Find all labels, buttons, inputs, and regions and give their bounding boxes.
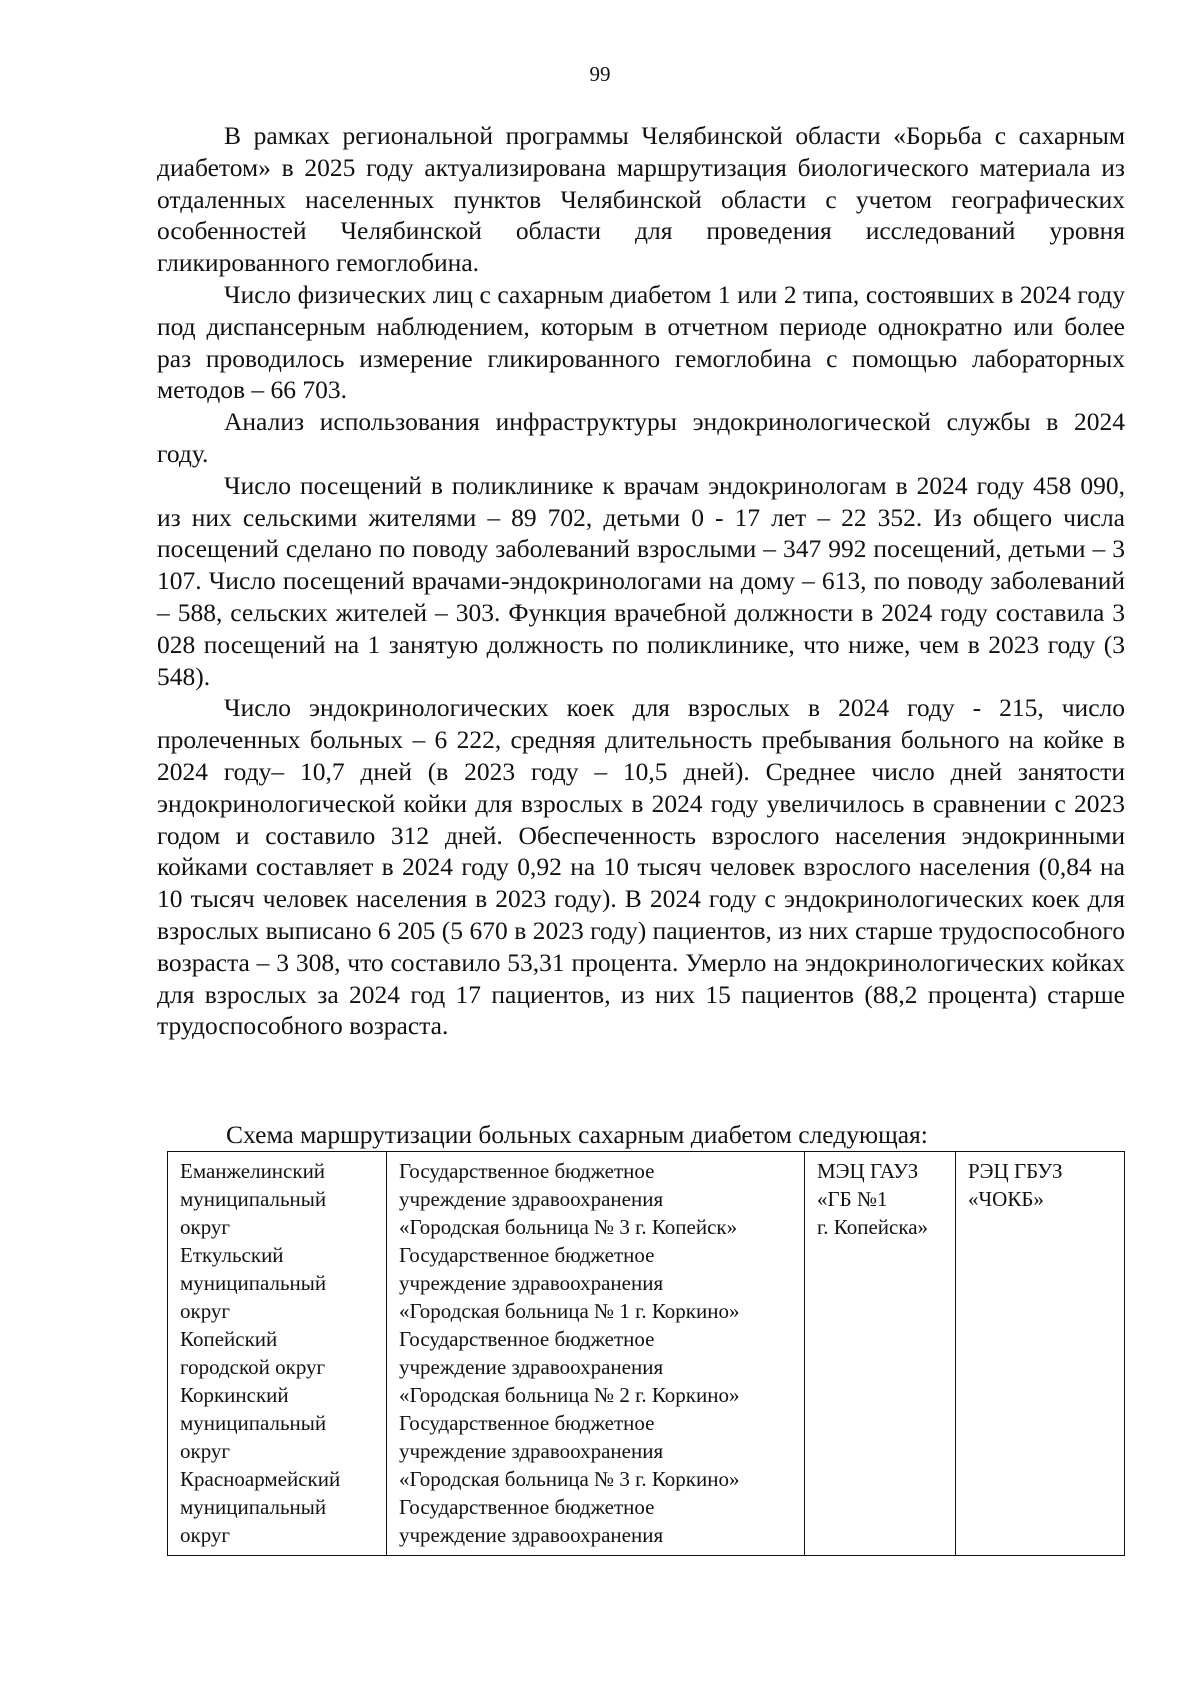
table-cell-line: округ [180, 1299, 231, 1323]
hospitals-cell [387, 1152, 805, 1556]
table-cell-line: Красноармейский [180, 1467, 341, 1491]
table-cell-line: учреждение здравоохранения [399, 1523, 664, 1547]
table-cell-line: учреждение здравоохранения [399, 1355, 664, 1379]
routing-table [167, 1151, 1125, 1556]
paragraph: Число физических лиц с сахарным диабетом 1 или 2 типа, состоявших в 2024 году под диспансерным наблюдением, которым в отчетном периоде однократно или более раз проводилось измерение гликированного гемоглобина с помощью лабораторных методов – 66 703. [157, 279, 1125, 405]
table-cell-line: «ЧОКБ» [968, 1187, 1044, 1211]
paragraph: В рамках региональной программы Челябинской области «Борьба с сахарным диабетом» в 2025 году актуализирована маршрутизация биологического материала из отдаленных населенных пунктов Челябинской области с учетом географических особенностей Челябинской области для проведения исследований уровня гликированного гемоглобина. [157, 121, 1125, 278]
table-cell-line: муниципальный [180, 1271, 327, 1295]
table-cell-line: «Городская больница № 2 г. Коркино» [399, 1383, 740, 1407]
table-cell-line: округ [180, 1523, 231, 1547]
table-row [168, 1152, 1125, 1556]
body-text [157, 120, 1125, 1042]
table-cell-line: Государственное бюджетное [399, 1411, 655, 1435]
table-cell-line: Государственное бюджетное [399, 1327, 655, 1351]
table-title: Схема маршрутизации больных сахарным диабетом следующая: [226, 1120, 928, 1149]
paragraph: Число посещений в поликлинике к врачам эндокринологам в 2024 году 458 090, из них сельскими жителями – 89 702, детьми 0 - 17 лет – 22 352. Из общего числа посещений сделано по поводу заболеваний взрослыми – 347 992 посещений, детьми – 3 107. Число посещений врачами-эндокринологами на дому – 613, по поводу заболеваний – 588, сельских жителей – 303. Функция врачебной должности в 2024 году составила 3 028 посещений на 1 занятую должность по поликлинике, что ниже, чем в 2023 году (3 548). [157, 470, 1125, 691]
table-cell-line: муниципальный [180, 1187, 327, 1211]
paragraph: Анализ использования инфраструктуры эндокринологической службы в 2024 году. [157, 407, 1125, 468]
rec-cell [956, 1152, 1125, 1556]
table-cell-line: «Городская больница № 1 г. Коркино» [399, 1299, 740, 1323]
table-cell-line: Коркинский [180, 1383, 289, 1407]
page-number: 99 [589, 62, 611, 86]
table-cell-line: городской округ [180, 1355, 326, 1379]
table-cell-line: РЭЦ ГБУЗ [968, 1159, 1063, 1183]
table-cell-line: «Городская больница № 3 г. Копейск» [399, 1215, 738, 1239]
table-cell-line: Государственное бюджетное [399, 1495, 655, 1519]
table-cell-line: Копейский [180, 1327, 278, 1351]
table-cell-line: округ [180, 1439, 231, 1463]
table-cell-line: «Городская больница № 3 г. Коркино» [399, 1467, 740, 1491]
table-cell-line: Государственное бюджетное [399, 1243, 655, 1267]
table-cell-line: «ГБ №1 [817, 1187, 888, 1211]
table-cell-line: Еманжелинский [180, 1159, 326, 1183]
table-cell-line: муниципальный [180, 1411, 327, 1435]
table-cell-line: г. Копейска» [817, 1215, 929, 1239]
table-cell-line: Еткульский [180, 1243, 284, 1267]
table-cell-line: учреждение здравоохранения [399, 1271, 664, 1295]
table-cell-line: учреждение здравоохранения [399, 1439, 664, 1463]
paragraph: Число эндокринологических коек для взрослых в 2024 году - 215, число пролеченных больных – 6 222, средняя длительность пребывания больного на койке в 2024 году– 10,7 дней (в 2023 году – 10,5 дней). Среднее число дней занятости эндокринологической койки для взрослых в 2024 году увеличилось в сравнении с 2023 годом и составило 312 дней. Обеспеченность взрослого населения эндокринными койками составляет в 2024 году 0,92 на 10 тысяч человек взрослого населения (0,84 на 10 тысяч человек населения в 2023 году). В 2024 году с эндокринологических коек для взрослых выписано 6 205 (5 670 в 2023 году) пациентов, из них старше трудоспособного возраста – 3 308, что составило 53,31 процента. Умерло на эндокринологических койках для взрослых за 2024 год 17 пациентов, из них 15 пациентов (88,2 процента) старше трудоспособного возраста. [157, 693, 1125, 1041]
table-cell-line: учреждение здравоохранения [399, 1187, 664, 1211]
mec-cell [805, 1152, 956, 1556]
table-cell-line: округ [180, 1215, 231, 1239]
table-cell-line: Государственное бюджетное [399, 1159, 655, 1183]
districts-cell [168, 1152, 387, 1556]
table-cell-line: МЭЦ ГАУЗ [817, 1159, 919, 1183]
table-cell-line: муниципальный [180, 1495, 327, 1519]
